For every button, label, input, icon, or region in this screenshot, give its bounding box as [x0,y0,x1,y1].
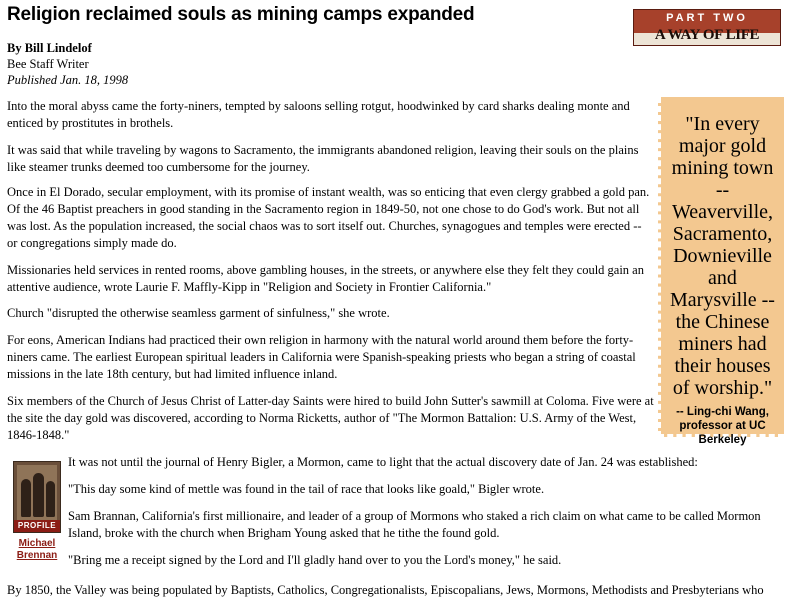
profile-photo [17,465,57,520]
paragraph-8: It was not until the journal of Henry Bigler, a Mormon, came to light that the actual discovery date of Jan. 24 was established: [68,455,698,469]
publish-date: Published Jan. 18, 1998 [7,73,129,87]
paragraph-10: Sam Brannan, California's first millionaire, and leader of a group of Mormons who staked a rich claim on what came to be called Mormon Island, broke with the church when Brigham Young asked that he tithe the found gold. [68,509,761,540]
profile-thumbnail[interactable] [13,461,61,533]
banner-part-label: PART TWO [666,12,748,24]
paragraph-1: Into the moral abyss came the forty-niners, tempted by saloons selling rotgut, hoodwinked by card sharks dealing monte and enticed by prostitutes in brothels. [7,99,630,130]
profile-link-michael-brennan[interactable]: Michael Brennan [16,538,58,561]
pull-quote [658,97,784,446]
paragraph-6: For eons, American Indians had practiced their own religion in harmony with the natural world around them before the forty-niners came. The earliest European spiritual leaders in California were Spanish-speaking priests who began a string of coastal missions in the late 18th century, but had limited influence inland. [7,333,636,381]
paragraph-11: "Bring me a receipt signed by the Lord and I'll gladly hand over to you the Lord's money," he said. [68,553,562,567]
part-two-banner[interactable] [633,9,781,46]
paragraph-7: Six members of the Church of Jesus Christ of Latter-day Saints were hired to build John Sutter's sawmill at Coloma. Five were at the site the day gold was discovered, according to Norma Ricketts, author of "The Mormon Battalion: U.S. Army of the West, 1846-1848." [7,394,654,442]
banner-section-title: A WAY OF LIFE [654,27,760,43]
profile-tag: PROFILE [14,520,60,532]
paragraph-12: By 1850, the Valley was being populated by Baptists, Catholics, Congregationalists, Episcopalians, Jews, Mormons, Methodists and Presbyterians who [7,583,764,597]
author-name: By Bill Lindelof [7,41,92,55]
paragraph-9: "This day some kind of mettle was found in the tail of race that looks like goald," Bigler wrote. [68,482,545,496]
pull-quote-text: "In every major gold mining town -- Weaverville, Sacramento, Downieville and Marysville -- the Chinese miners had their houses of worship." [670,113,775,399]
paragraph-4: Missionaries held services in rented rooms, above gambling houses, in the streets, or anywhere else they felt they could gain an attentive audience, wrote Laurie F. Maffly-Kipp in "Religion and Society in Frontier California." [7,263,644,294]
paragraph-2: It was said that while traveling by wagons to Sacramento, the immigrants abandoned religion, leaving their souls on the plains like steamer trunks deemed too cumbersome for the journey. [7,143,639,174]
byline [7,40,128,88]
headline: Religion reclaimed souls as mining camps expanded [7,4,475,25]
paragraph-5: Church "disrupted the otherwise seamless garment of sinfulness," she wrote. [7,306,390,320]
author-role: Bee Staff Writer [7,57,89,71]
paragraph-3: Once in El Dorado, secular employment, with its promise of instant wealth, was so enticing that even clergy grabbed a gold pan. Of the 46 Baptist preachers in good standing in the Sacramento region in 1849-50, not one chose to do God's work. But not all was lost. As the population increased, the social chaos was to sort itself out. Churches, synagogues and temples were erected -- or congregations simply made do. [7,185,650,250]
pull-quote-attribution: -- Ling-chi Wang, professor at UC Berkeley [676,406,769,446]
